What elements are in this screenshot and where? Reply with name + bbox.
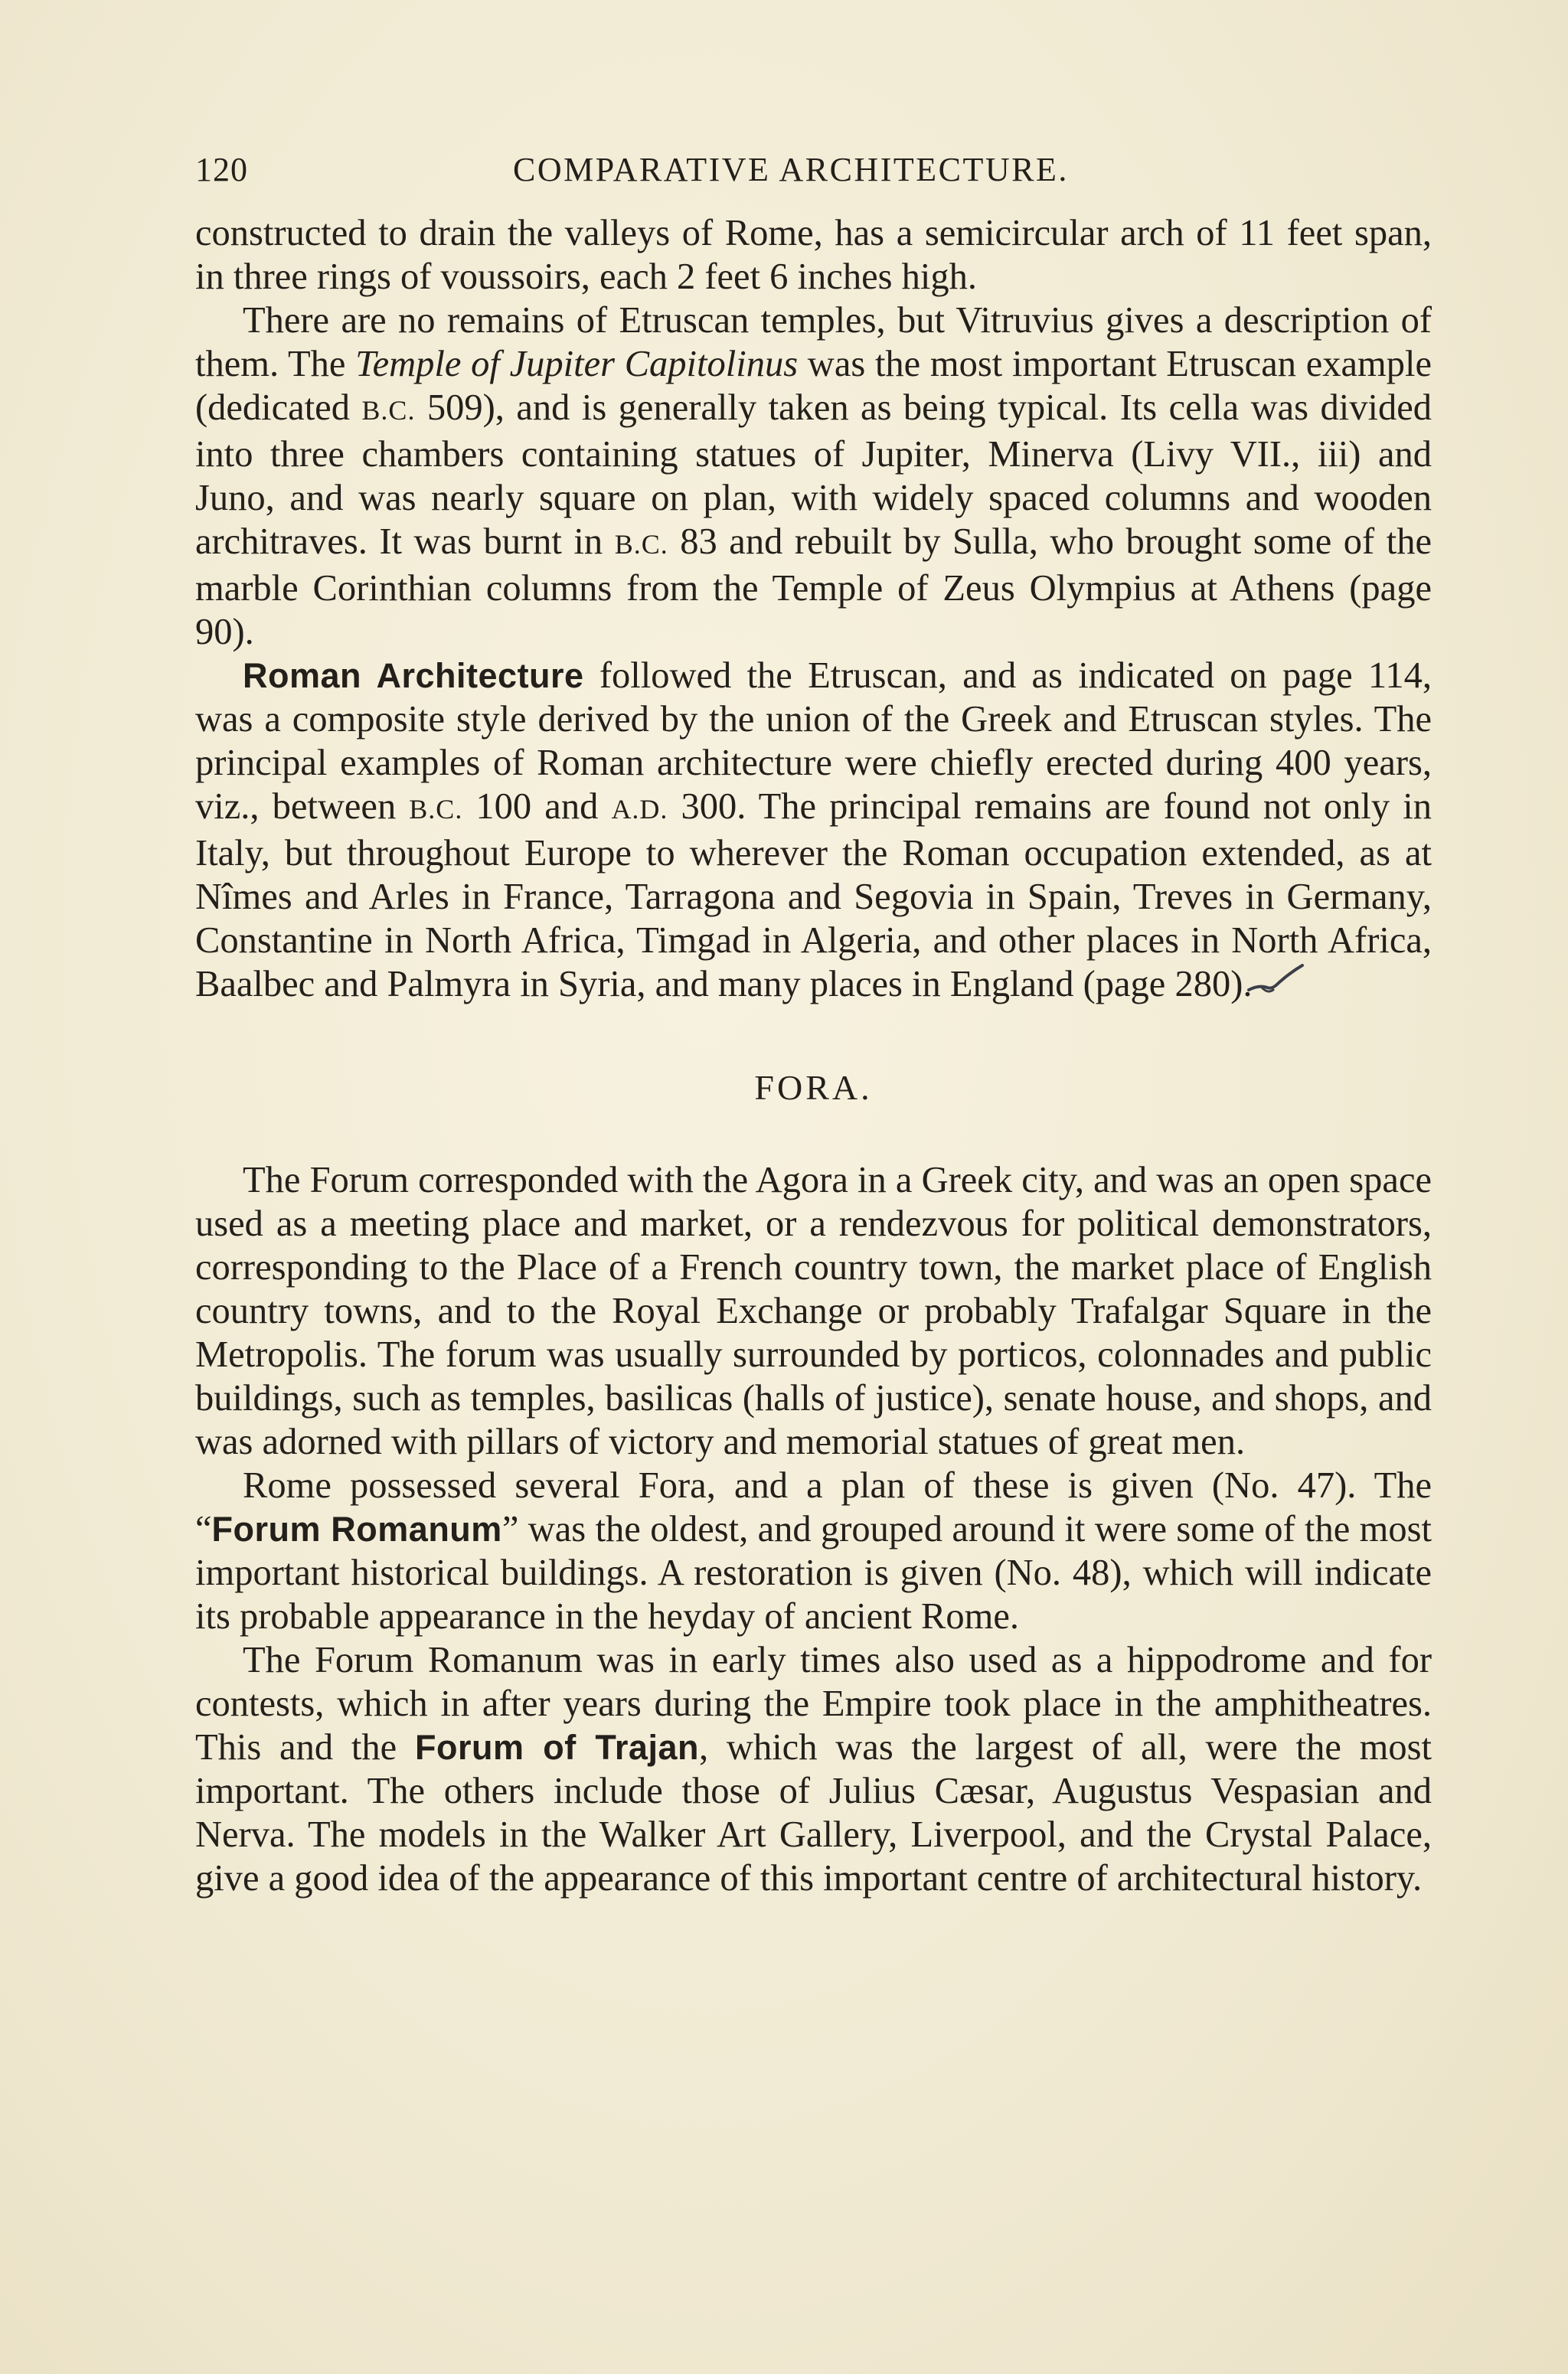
roman-architecture-heading: Roman Architecture [243,656,584,695]
bc-abbreviation: B.C. [409,794,463,825]
etruscan-text-2: was the most important Etruscan example (dedicated [195,344,1432,428]
rome-fora-paragraph [195,1464,1432,1638]
roman-text-3: 300. The principal remains are found not only in Italy, but throughout Europe to wherever the Roman occupation extended, as at Nîmes and Arles in France, Tarragona and Segovia in Spain, Treves in Germany, Constantine in North Africa, Timgad in Algeria, and other places in North Africa, Baalbec and Palmyra in Syria, and many places in England (page 280). [195,786,1432,1004]
forum-uses-text-2: , which was the largest of all, were the most important. The others include those of Julius Cæsar, Augustus Vespasian and Nerva. The models in the Walker Art Gallery, Liverpool, and the Crystal Palace, give a good idea of the appearance of this important centre of architectural history. [195,1727,1432,1899]
etruscan-text-4: 83 and rebuilt by Sulla, who brought some of the marble Corinthian columns from the Temple of Zeus Olympius at Athens (page 90). [195,521,1432,652]
etruscan-temples-paragraph [195,299,1432,654]
continued-paragraph-text: constructed to drain the valleys of Rome, has a semicircular arch of 11 feet span, in three rings of voussoirs, each 2 feet 6 inches high. [195,213,1432,297]
temple-name-italic: Temple of Jupiter Capitolinus [355,344,799,384]
forum-uses-text-1: The Forum Romanum was in early times also used as a hippodrome and for contests, which in after years during the Empire took place in the amphitheatres. This and the [195,1640,1432,1768]
forum-description-text: The Forum corresponded with the Agora in a Greek city, and was an open space used as a meeting place and market, or a rendezvous for political demonstrators, corresponding to the Place of a French country town, the market place of English country towns, and to the Royal Exchange or probably Trafalgar Square in the Metropolis. The forum was usually surrounded by porticos, colonnades and public buildings, such as temples, basilicas (halls of justice), senate house, and shops, and was adorned with pillars of victory and memorial statues of great men. [195,1160,1432,1462]
continued-paragraph [195,211,1432,299]
running-head [195,144,1432,198]
roman-architecture-paragraph [195,654,1432,1006]
ad-abbreviation: A.D. [611,794,668,825]
etruscan-text-1: There are no remains of Etruscan temples, but Vitruvius gives a description of them. The [195,300,1432,384]
pencil-tick-mark-icon [1246,964,1305,1002]
forum-romanum-uses-paragraph [195,1638,1432,1900]
page-number: 120 [195,151,248,188]
etruscan-text-3: 509), and is generally taken as being typical. Its cella was divided into three chambers containing statues of Jupiter, Minerva (Livy VII., iii) and Juno, and was nearly square on plan, with widely spaced columns and wooden architraves. It was burnt in [195,387,1432,562]
forum-romanum-bold: Forum Romanum [211,1510,502,1549]
forum-of-trajan-bold: Forum of Trajan [415,1728,699,1767]
forum-description-paragraph [195,1158,1432,1464]
body-text [195,211,1432,1900]
bc-abbreviation: B.C. [361,395,416,426]
running-title: COMPARATIVE ARCHITECTURE. [513,151,1069,188]
fora-heading: FORA. [754,1068,873,1107]
bc-abbreviation: B.C. [614,529,668,560]
rome-fora-text-2: ” was the oldest, and grouped around it were some of the most important historical buildings. A restoration is given (No. 48), which will indicate its probable appearance in the heyday of ancient Rome. [195,1509,1432,1637]
rome-fora-text-1: Rome possessed several Fora, and a plan of these is given (No. 47). The “ [195,1465,1432,1549]
roman-text-1: followed the Etruscan, and as indicated on page 114, was a composite style derived by the union of the Greek and Etruscan styles. The principal examples of Roman architecture were chiefly erected during 400 years, viz., between [195,655,1432,827]
roman-text-2: 100 and [462,786,612,827]
book-page [195,144,1432,1900]
